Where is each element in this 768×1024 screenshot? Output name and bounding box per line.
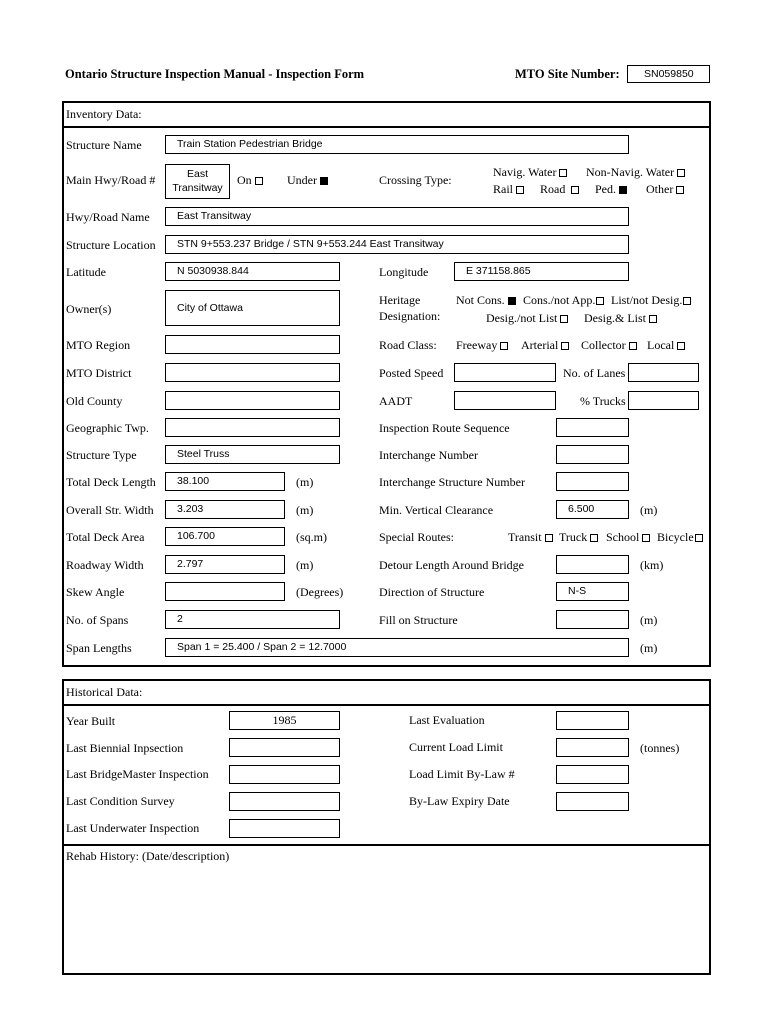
cons-not-app-option[interactable]	[523, 293, 604, 307]
other-option[interactable]	[646, 182, 684, 196]
school-label: School	[606, 530, 640, 544]
roadway-width-value: 2.797	[177, 558, 204, 570]
other-label: Other	[646, 182, 674, 196]
span-lengths-value: Span 1 = 25.400 / Span 2 = 12.7000	[177, 641, 347, 653]
rail-checkbox[interactable]	[516, 186, 524, 194]
year-built-field[interactable]	[229, 711, 340, 730]
structure-type-label: Structure Type	[66, 448, 137, 462]
freeway-checkbox[interactable]	[500, 342, 508, 350]
structure-name-field[interactable]	[165, 135, 629, 154]
interchange-structure-field[interactable]	[556, 472, 629, 491]
posted-speed-label: Posted Speed	[379, 366, 444, 380]
old-county-label: Old County	[66, 394, 123, 408]
non-navig-water-checkbox[interactable]	[677, 169, 685, 177]
mto-region-label: MTO Region	[66, 338, 131, 352]
overall-width-unit: (m)	[296, 503, 314, 517]
longitude-field[interactable]	[454, 262, 629, 281]
navig-water-checkbox[interactable]	[559, 169, 567, 177]
hwy-name-label: Hwy/Road Name	[66, 210, 150, 224]
site-number-value: SN059850	[644, 68, 694, 80]
owner-value: City of Ottawa	[177, 302, 243, 314]
site-number-field[interactable]	[627, 65, 710, 83]
heritage-label-2: Designation:	[379, 309, 441, 323]
structure-name-label: Structure Name	[66, 138, 142, 152]
last-biennial-field[interactable]	[229, 738, 340, 757]
road-checkbox[interactable]	[571, 186, 579, 194]
ped-option[interactable]	[595, 182, 627, 196]
inventory-divider	[62, 126, 711, 128]
main-hwy-label: Main Hwy/Road #	[66, 173, 156, 187]
not-cons-option[interactable]	[456, 293, 516, 307]
list-not-desig-label: List/not Desig.	[611, 293, 683, 307]
direction-value: N-S	[568, 585, 587, 597]
inspection-route-field[interactable]	[556, 418, 629, 437]
heritage-label-1: Heritage	[379, 293, 421, 307]
last-condition-label: Last Condition Survey	[66, 794, 175, 808]
min-vertical-value: 6.500	[568, 503, 595, 515]
road-option[interactable]	[540, 182, 579, 196]
local-checkbox[interactable]	[677, 342, 685, 350]
desig-list-checkbox[interactable]	[649, 315, 657, 323]
roadway-width-label: Roadway Width	[66, 558, 144, 572]
truck-option[interactable]	[559, 530, 598, 544]
last-underwater-field[interactable]	[229, 819, 340, 838]
structure-location-label: Structure Location	[66, 238, 156, 252]
main-hwy-field[interactable]	[165, 164, 230, 199]
longitude-label: Longitude	[379, 265, 429, 279]
last-condition-field[interactable]	[229, 792, 340, 811]
total-deck-length-value: 38.100	[177, 475, 210, 487]
geographic-twp-label: Geographic Twp.	[66, 421, 149, 435]
inspection-route-label: Inspection Route Sequence	[379, 421, 510, 435]
main-hwy-value-line2: Transitway	[172, 182, 223, 194]
total-deck-length-unit: (m)	[296, 475, 314, 489]
arterial-checkbox[interactable]	[561, 342, 569, 350]
not-cons-label: Not Cons.	[456, 293, 505, 307]
overall-width-value: 3.203	[177, 503, 204, 515]
fill-field[interactable]	[556, 610, 629, 629]
special-routes-label: Special Routes:	[379, 530, 454, 544]
total-deck-length-field[interactable]	[165, 472, 285, 491]
overall-width-field[interactable]	[165, 500, 285, 519]
structure-type-value: Steel Truss	[177, 448, 230, 460]
geographic-twp-field[interactable]	[165, 418, 340, 437]
structure-name-value: Train Station Pedestrian Bridge	[177, 138, 323, 150]
mto-district-label: MTO District	[66, 366, 132, 380]
total-deck-area-label: Total Deck Area	[66, 530, 145, 544]
other-checkbox[interactable]	[676, 186, 684, 194]
direction-label: Direction of Structure	[379, 585, 485, 599]
last-bridgemaster-label: Last BridgeMaster Inspection	[66, 767, 209, 781]
road-label: Road	[540, 182, 566, 196]
local-label: Local	[647, 338, 675, 352]
freeway-option[interactable]	[456, 338, 508, 352]
rehab-history-area[interactable]	[64, 866, 709, 972]
load-limit-bylaw-field[interactable]	[556, 765, 629, 784]
navig-water-label: Navig. Water	[493, 165, 557, 179]
last-evaluation-label: Last Evaluation	[409, 713, 485, 727]
arterial-option[interactable]	[521, 338, 569, 352]
bicycle-option[interactable]	[657, 530, 703, 544]
not-cons-checkbox[interactable]	[508, 297, 516, 305]
skew-angle-label: Skew Angle	[66, 585, 125, 599]
crossing-type-label: Crossing Type:	[379, 173, 452, 187]
no-of-spans-field[interactable]	[165, 610, 340, 629]
rail-option[interactable]	[493, 182, 524, 196]
detour-field[interactable]	[556, 555, 629, 574]
desig-not-list-checkbox[interactable]	[560, 315, 568, 323]
form-title: Ontario Structure Inspection Manual - Inspection Form	[65, 67, 365, 81]
cons-not-app-label: Cons./not App.	[523, 293, 596, 307]
truck-checkbox[interactable]	[590, 534, 598, 542]
on-option[interactable]	[237, 173, 263, 187]
historical-divider	[62, 704, 711, 706]
collector-option[interactable]	[581, 338, 637, 352]
owner-field[interactable]	[165, 290, 340, 326]
load-limit-bylaw-label: Load Limit By-Law #	[409, 767, 515, 781]
overall-width-label: Overall Str. Width	[66, 503, 154, 517]
aadt-label: AADT	[379, 394, 413, 408]
interchange-number-field[interactable]	[556, 445, 629, 464]
rehab-divider	[62, 844, 711, 846]
last-biennial-label: Last Biennial Inpsection	[66, 741, 184, 755]
tonnes-unit: (tonnes)	[640, 741, 680, 755]
desig-list-option[interactable]	[584, 311, 657, 325]
longitude-value: E 371158.865	[466, 265, 531, 277]
hwy-name-value: East Transitway	[177, 210, 252, 222]
bylaw-expiry-field[interactable]	[556, 792, 629, 811]
on-checkbox[interactable]	[255, 177, 263, 185]
year-built-label: Year Built	[66, 714, 116, 728]
no-of-lanes-field[interactable]	[628, 363, 699, 382]
span-lengths-label: Span Lengths	[66, 641, 132, 655]
truck-label: Truck	[559, 530, 588, 544]
detour-unit: (km)	[640, 558, 664, 572]
pct-trucks-label: % Trucks	[580, 394, 626, 408]
interchange-number-label: Interchange Number	[379, 448, 478, 462]
bicycle-checkbox[interactable]	[695, 534, 703, 542]
non-navig-water-option[interactable]	[586, 165, 685, 179]
under-option[interactable]	[287, 173, 328, 187]
aadt-field[interactable]	[454, 391, 556, 410]
local-option[interactable]	[647, 338, 685, 352]
inventory-title: Inventory Data:	[66, 107, 142, 121]
bicycle-label: Bicycle	[657, 530, 694, 544]
min-vertical-label: Min. Vertical Clearance	[379, 503, 494, 517]
min-vertical-field[interactable]	[556, 500, 629, 519]
structure-location-value: STN 9+553.237 Bridge / STN 9+553.244 East Transitway	[177, 238, 444, 250]
fill-label: Fill on Structure	[379, 613, 458, 627]
transit-option[interactable]	[508, 530, 553, 544]
mto-district-field[interactable]	[165, 363, 340, 382]
no-of-lanes-label: No. of Lanes	[563, 366, 626, 380]
freeway-label: Freeway	[456, 338, 498, 352]
detour-label: Detour Length Around Bridge	[379, 558, 524, 572]
current-load-field[interactable]	[556, 738, 629, 757]
historical-title: Historical Data:	[66, 685, 143, 699]
transit-checkbox[interactable]	[545, 534, 553, 542]
rehab-history-label: Rehab History: (Date/description)	[66, 849, 230, 863]
desig-list-label: Desig.& List	[584, 311, 646, 325]
last-evaluation-field[interactable]	[556, 711, 629, 730]
on-label: On	[237, 173, 252, 187]
span-lengths-unit: (m)	[640, 641, 658, 655]
interchange-structure-label: Interchange Structure Number	[379, 475, 525, 489]
site-number-label: MTO Site Number:	[515, 67, 620, 81]
bylaw-expiry-label: By-Law Expiry Date	[409, 794, 510, 808]
latitude-value: N 5030938.844	[177, 265, 249, 277]
structure-location-field[interactable]	[165, 235, 629, 254]
total-deck-length-label: Total Deck Length	[66, 475, 156, 489]
arterial-label: Arterial	[521, 338, 559, 352]
rail-label: Rail	[493, 182, 513, 196]
school-checkbox[interactable]	[642, 534, 650, 542]
min-vertical-unit: (m)	[640, 503, 658, 517]
cons-not-app-checkbox[interactable]	[596, 297, 604, 305]
hwy-name-field[interactable]	[165, 207, 629, 226]
pct-trucks-field[interactable]	[628, 391, 699, 410]
desig-not-list-label: Desig./not List	[486, 311, 558, 325]
roadway-width-unit: (m)	[296, 558, 314, 572]
ped-label: Ped.	[595, 182, 616, 196]
posted-speed-field[interactable]	[454, 363, 556, 382]
latitude-label: Latitude	[66, 265, 106, 279]
list-not-desig-option[interactable]	[611, 293, 691, 307]
total-deck-area-value: 106.700	[177, 530, 215, 542]
fill-unit: (m)	[640, 613, 658, 627]
collector-label: Collector	[581, 338, 626, 352]
latitude-field[interactable]	[165, 262, 340, 281]
collector-checkbox[interactable]	[629, 342, 637, 350]
span-lengths-field[interactable]	[165, 638, 629, 657]
ped-checkbox[interactable]	[619, 186, 627, 194]
school-option[interactable]	[606, 530, 650, 544]
year-built-value: 1985	[272, 713, 297, 727]
old-county-field[interactable]	[165, 391, 340, 410]
structure-type-field[interactable]	[165, 445, 340, 464]
mto-region-field[interactable]	[165, 335, 340, 354]
desig-not-list-option[interactable]	[486, 311, 568, 325]
no-of-spans-value: 2	[177, 613, 183, 625]
skew-angle-field[interactable]	[165, 582, 285, 601]
total-deck-area-unit: (sq.m)	[296, 530, 327, 544]
road-class-label: Road Class:	[379, 338, 437, 352]
skew-angle-unit: (Degrees)	[296, 585, 344, 599]
no-of-spans-label: No. of Spans	[66, 613, 129, 627]
list-not-desig-checkbox[interactable]	[683, 297, 691, 305]
non-navig-water-label: Non-Navig. Water	[586, 165, 675, 179]
last-underwater-label: Last Underwater Inspection	[66, 821, 200, 835]
direction-field[interactable]	[556, 582, 629, 601]
current-load-label: Current Load Limit	[409, 740, 503, 754]
under-label: Under	[287, 173, 317, 187]
main-hwy-value-line1: East	[186, 168, 208, 180]
under-checkbox[interactable]	[320, 177, 328, 185]
navig-water-option[interactable]	[493, 165, 567, 179]
roadway-width-field[interactable]	[165, 555, 285, 574]
transit-label: Transit	[508, 530, 542, 544]
owner-label: Owner(s)	[66, 302, 112, 316]
last-bridgemaster-field[interactable]	[229, 765, 340, 784]
total-deck-area-field[interactable]	[165, 527, 285, 546]
